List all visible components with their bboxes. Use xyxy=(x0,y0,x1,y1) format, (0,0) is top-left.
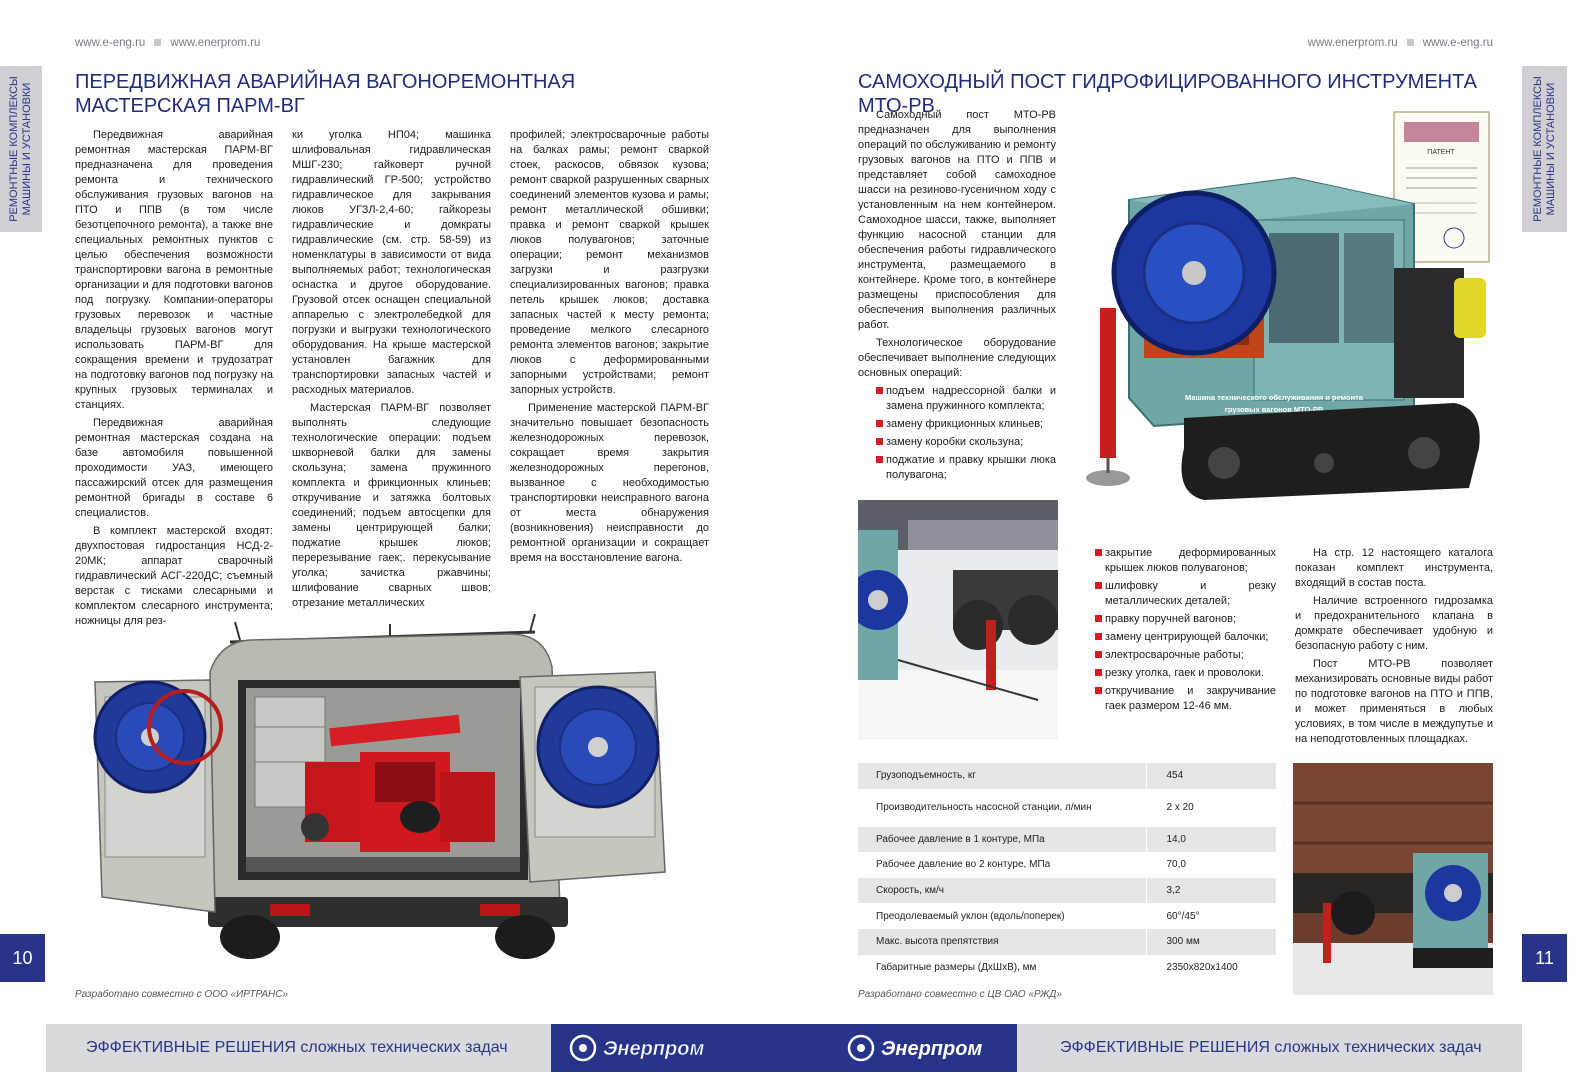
list-item: откручивание и закручивание гаек размером 12-46 мм. xyxy=(1095,684,1276,714)
url-separator xyxy=(154,39,161,46)
workshop-van-photo xyxy=(90,612,680,972)
paragraph: Технологическое оборудование обеспечивает выполнение следующих основных операций: xyxy=(858,337,1056,379)
left-caption: Разработано совместно с ООО «ИРТРАНС» xyxy=(75,989,289,1000)
right-footer-slogan xyxy=(1017,1024,1522,1072)
right-bullets-column xyxy=(1095,546,1276,717)
section-tab-line: МАШИНЫ И УСТАНОВКИ xyxy=(1544,82,1557,216)
paragraph: Самоходный пост МТО-РВ предназначен для выполнения операций по обслуживанию и ремонту грузовых вагонов на ПТО и ППВ и представляет собой самоходное шасси на резиново-гусеничном ходу с установленным на нем контейнером. Самоходное шасси, также, выполняет функцию насосной станции для обеспечения работы гидравлического инструмента, размещаемого в контейнере. Кроме того, в контейнере размещены приспособления для обеспечения выполнения различных работ. xyxy=(858,109,1056,331)
paragraph: Мастерская ПАРМ-ВГ позволяет выполнять следующие технологические операции: подъем шкворневой балки для замены скользуна; замена пружинного комплекта и фрикционных клиньев; откручивание и затяжка болтовых соединений; подъем автосцепки для замены центрирующей балки; поджатие крышек люков; перерезывание гаек;. перекусывание уголка; зачистка ржавчины; шлифование сварных швов; отрезание металлических xyxy=(292,402,491,609)
specifications-table xyxy=(858,763,1276,980)
url-link[interactable]: www.e-eng.ru xyxy=(1422,37,1493,49)
right-url-bar xyxy=(1308,37,1493,49)
spec-value: 70,0 xyxy=(1146,852,1276,878)
right-intro-column xyxy=(858,108,1056,486)
title-line: МАСТЕРСКАЯ ПАРМ-ВГ xyxy=(75,95,305,117)
paragraph: На стр. 12 настоящего каталога показан комплект инструмента, входящий в состав поста. xyxy=(1295,547,1493,589)
mto-rv-machine-photo xyxy=(1074,108,1494,503)
machine-between-wagons-photo xyxy=(1293,763,1493,995)
left-url-bar xyxy=(75,37,260,49)
paragraph: ки уголка НП04; машинка шлифовальная гидравлическая МШГ-230; гайковерт ручной гидравлический ГР-500; устройство гидравлическое для закрывания люков УГЗЛ-2,4-60; гайкорезы гидравлические и домкраты гидравлические (см. стр. 58-59) из номенклатуры в зависимости от вида выполняемых работ; технологическая оснастка и другое оборудование. Грузовой отсек оснащен специальной аппарелью с электролебедкой для погрузки и выгрузки технологического оборудования. На крыше мастерской установлен багажник для транспортировки запасных частей и расходных материалов. xyxy=(292,129,491,396)
spec-value: 60°/45° xyxy=(1146,903,1276,929)
list-item: поджатие и правку крышки люка полувагона; xyxy=(876,453,1056,483)
left-text-column-2 xyxy=(292,128,491,614)
left-footer-slogan xyxy=(46,1024,551,1072)
paragraph: Применение мастерской ПАРМ-ВГ значительно повышает безопасность железнодорожных перевозок, сокращает время закрытия железнодорожных перегонов, вызванное с необходимостью транспортировки неисправного вагона от места обнаружения (возникновения) неисправности до ремонтной организации и сокращает время на восстановление вагона. xyxy=(510,402,709,564)
list-item: замену коробки скользуна; xyxy=(876,435,1056,450)
table-row xyxy=(858,852,1276,878)
logo-wordmark: Энерпром xyxy=(881,1038,983,1060)
spec-value: 454 xyxy=(1146,763,1276,789)
operations-list-1 xyxy=(876,384,1056,483)
table-row xyxy=(858,789,1276,827)
slogan-rest: сложных технических задач xyxy=(295,1039,508,1056)
list-item: подъем надрессорной балки и замена пружинного комплекта; xyxy=(876,384,1056,414)
slogan-rest: сложных технических задач xyxy=(1269,1039,1482,1056)
left-page-title xyxy=(75,70,635,118)
table-row xyxy=(858,903,1276,929)
paragraph: Передвижная аварийная ремонтная мастерская создана на базе автомобиля повышенной проходимости УАЗ, имеющего пассажирский отсек для размещения ремонтной бригады в составе 6 специалистов. xyxy=(75,417,273,519)
spec-value: 300 мм xyxy=(1146,929,1276,955)
spec-key: Макс. высота препятствия xyxy=(858,929,1146,955)
paragraph: Пост МТО-РВ позволяет механизировать основные виды работ по подготовке вагонов на ПТО и ППВ, и может применяться в любых условиях, в том числе в междупутье и на неподготовленных площадках. xyxy=(1295,658,1493,745)
spec-value: 3,2 xyxy=(1146,878,1276,904)
right-page-title: САМОХОДНЫЙ ПОСТ ГИДРОФИЦИРОВАННОГО ИНСТРУМЕНТА МТО-РВ xyxy=(858,71,1478,117)
paragraph: профилей; электросварочные работы на балках рамы; ремонт сваркой стоек, раскосов, обвязок кузова; ремонт сваркой разрушенных сварных соединений элементов кузова и рамы; ремонт металлической обшивки; правка и ремонт сваркой крышек люков полувагонов; заточные операции; ремонт механизмов загрузки и разгрузки специализированных вагонов; правка петель крышек люков; доставка запасных частей к месту ремонта; проведение мелкого слесарного ремонта элементов вагонов; закрытие люков с деформированными запорными устройствами; ремонт запорных устройств. xyxy=(510,129,709,396)
url-separator xyxy=(1407,39,1414,46)
machine-label-line: грузовых вагонов МТО-РВ xyxy=(1224,405,1324,414)
machine-label-line: Машина технического обслуживания и ремонта xyxy=(1185,393,1363,402)
table-row xyxy=(858,827,1276,853)
paragraph: Передвижная аварийная ремонтная мастерская ПАРМ-ВГ предназначена для проведения ремонта и технического обслуживания грузовых вагонов на ПТО и ППВ (в том числе безотцепочного ремонта), а также вне специальных ремонтных пунктов с целью обеспечения возможности транспортировки вагона в ремонтные организации и для подготовки вагонов под погрузку. Компании-операторы грузовых перевозок и частные владельцы грузовых вагонов могут использовать ПАРМ-ВГ для сокращения времени и трудозатрат на подготовку вагонов под погрузку на крупных грузовых терминалах и станциях. xyxy=(75,129,273,411)
spec-key: Скорость, км/ч xyxy=(858,878,1146,904)
right-section-tab xyxy=(1522,66,1567,232)
url-link[interactable]: www.enerprom.ru xyxy=(1307,37,1398,49)
left-text-column-1 xyxy=(75,128,273,632)
section-tab-line: МАШИНЫ И УСТАНОВКИ xyxy=(21,82,33,216)
left-brand-logo[interactable] xyxy=(551,1024,784,1072)
paragraph: Наличие встроенного гидрозамка и предохранительного клапана в домкрате обеспечивает удобную и безопасную работу с ним. xyxy=(1295,595,1493,652)
slogan-highlight: ЭФФЕКТИВНЫЕ РЕШЕНИЯ xyxy=(86,1039,296,1056)
spec-value: 14,0 xyxy=(1146,827,1276,853)
left-page-number: 10 xyxy=(0,934,45,982)
spec-key: Производительность насосной станции, л/мин xyxy=(858,789,1146,827)
list-item: замену центрирующей балочки; xyxy=(1095,630,1276,645)
right-brand-logo[interactable] xyxy=(784,1024,1017,1072)
table-row xyxy=(858,878,1276,904)
spec-key: Рабочее давление во 2 контуре, МПа xyxy=(858,852,1146,878)
spec-key: Рабочее давление в 1 контуре, МПа xyxy=(858,827,1146,853)
list-item: шлифовку и резку металлических деталей; xyxy=(1095,579,1276,609)
spec-key: Преодолеваемый уклон (вдоль/поперек) xyxy=(858,903,1146,929)
list-item: электросварочные работы; xyxy=(1095,648,1276,663)
table-row xyxy=(858,929,1276,955)
list-item: резку уголка, гаек и проволоки. xyxy=(1095,666,1276,681)
list-item: замену фрикционных клиньев; xyxy=(876,417,1056,432)
url-link[interactable]: www.enerprom.ru xyxy=(170,37,261,49)
operations-list-2 xyxy=(1095,546,1276,714)
right-caption: Разработано совместно с ЦВ ОАО «РЖД» xyxy=(858,989,1062,1000)
slogan-highlight: ЭФФЕКТИВНЫЕ РЕШЕНИЯ xyxy=(1060,1039,1270,1056)
right-page-number: 11 xyxy=(1522,934,1567,982)
section-tab-line: РЕМОНТНЫЕ КОМПЛЕКСЫ xyxy=(1531,76,1544,222)
spec-value: 2 х 20 xyxy=(1146,789,1276,827)
spec-key: Грузоподъемность, кг xyxy=(858,763,1146,789)
title-line: ПЕРЕДВИЖНАЯ АВАРИЙНАЯ ВАГОНОРЕМОНТНАЯ xyxy=(75,71,576,93)
left-section-tab xyxy=(0,66,42,232)
spec-value: 2350х820х1400 xyxy=(1146,955,1276,981)
jack-under-wagon-photo xyxy=(858,500,1058,740)
left-text-column-3 xyxy=(510,128,709,569)
paragraph: В комплект мастерской входят: двухпостовая гидростанция НСД-2-20МК; аппарат сварочный гидравлический АСГ-220ДС; съемный верстак с тисками слесарными и комплектом слесарного инструмента; ножницы для рез- xyxy=(75,525,273,627)
table-row xyxy=(858,955,1276,981)
patent-label: ПАТЕНТ xyxy=(1427,149,1455,156)
table-row xyxy=(858,763,1276,789)
right-text-column xyxy=(1295,546,1493,750)
list-item: закрытие деформированных крышек люков полувагонов; xyxy=(1095,546,1276,576)
section-tab-line: РЕМОНТНЫЕ КОМПЛЕКСЫ xyxy=(8,76,20,222)
spec-key: Габаритные размеры (ДхШхВ), мм xyxy=(858,955,1146,981)
list-item: правку поручней вагонов; xyxy=(1095,612,1276,627)
logo-wordmark: Энерпром xyxy=(603,1038,705,1060)
url-link[interactable]: www.e-eng.ru xyxy=(75,37,146,49)
